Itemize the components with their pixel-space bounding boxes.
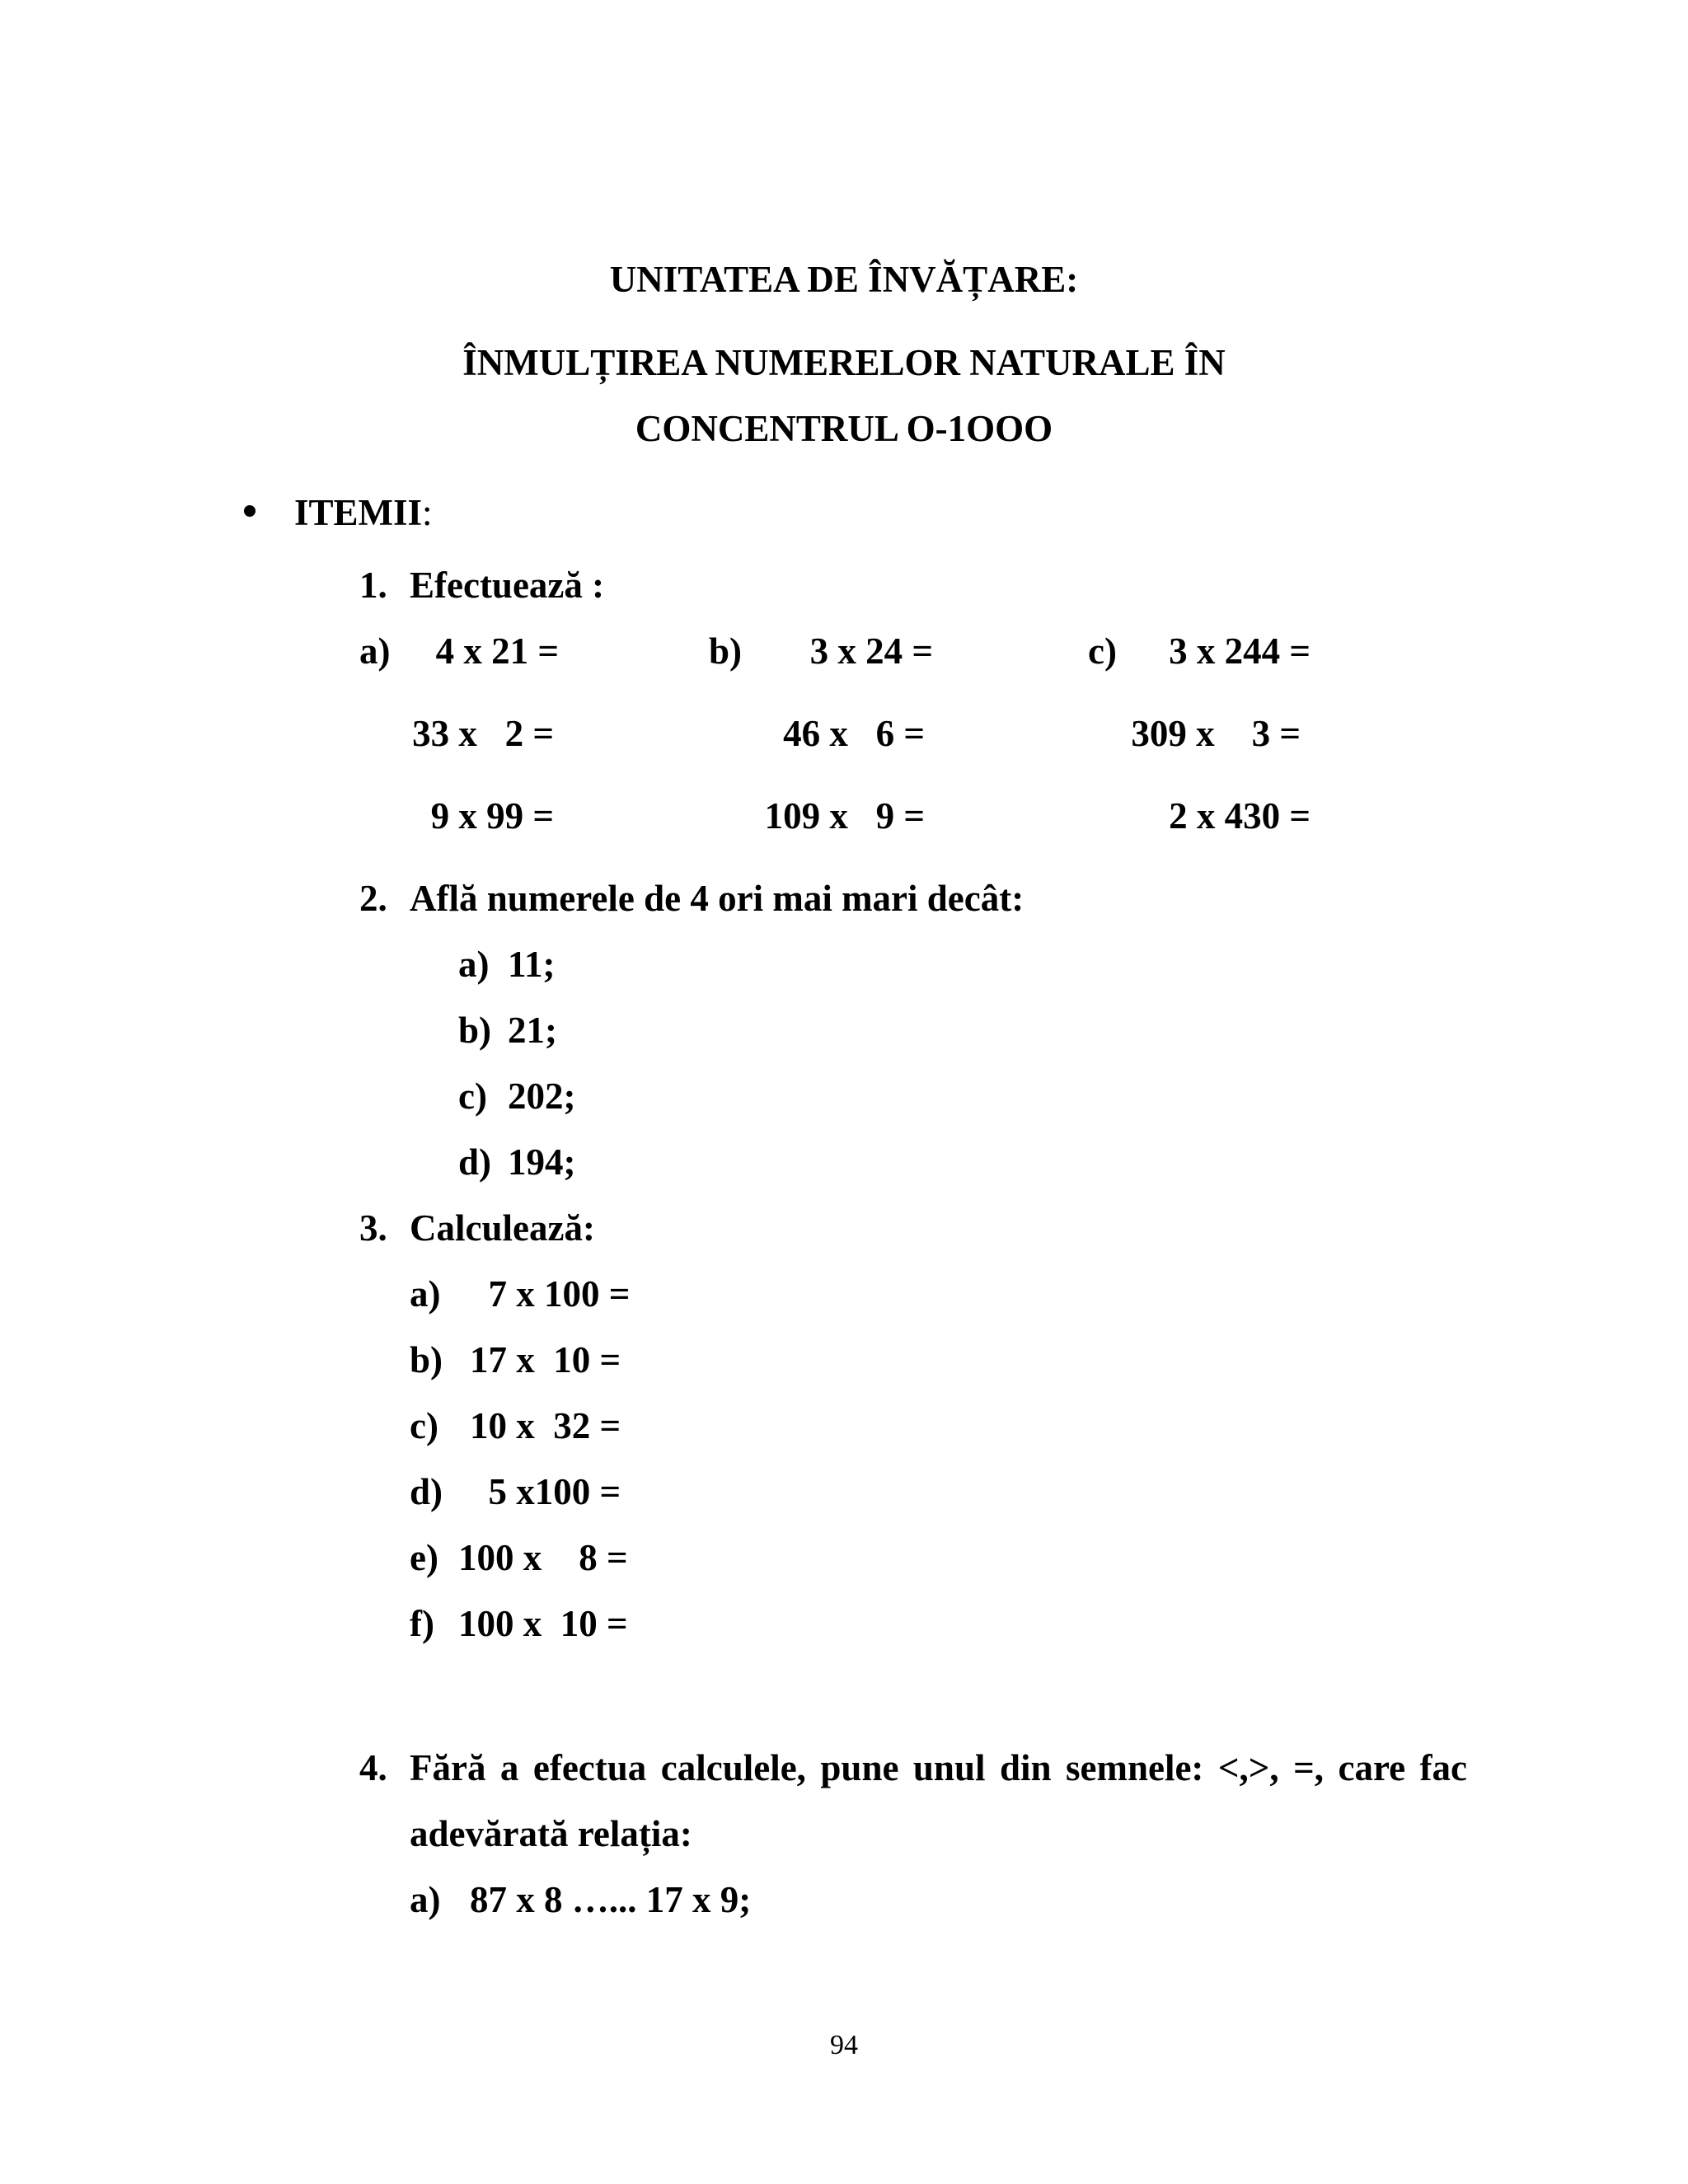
item-4-option-text: 87 x 8 …... 17 x 9; (470, 1879, 752, 1920)
item-2-option-letter: a) (458, 944, 490, 985)
item-1-col-a-letter: a) (359, 630, 391, 672)
item-4-heading-word: care (1338, 1747, 1406, 1788)
item-4-heading-word: efectua (532, 1747, 647, 1788)
item-4-heading-line-2: adevărată relația: (410, 1813, 692, 1854)
item-3-option-text: 100 x 8 = (458, 1537, 628, 1578)
item-1-a-row-1: 4 x 21 = (435, 630, 559, 672)
item-1-c-row-1: 3 x 244 = (1169, 630, 1311, 672)
item-3-option-letter: e) (410, 1537, 438, 1578)
item-1-c-row-3: 2 x 430 = (1169, 795, 1311, 837)
item-2-option-letter: b) (458, 1010, 492, 1051)
item-3-option-text: 17 x 10 = (470, 1339, 621, 1380)
item-3-option-text: 100 x 10 = (458, 1603, 628, 1644)
title-line-3: CONCENTRUL O-1OOO (635, 408, 1053, 449)
item-3-option-letter: c) (410, 1405, 438, 1446)
item-3-option-letter: d) (410, 1471, 443, 1512)
item-3-option-text: 10 x 32 = (470, 1405, 621, 1446)
title-line-2: ÎNMULȚIREA NUMERELOR NATURALE ÎN (462, 342, 1226, 383)
item-1-col-c-letter: c) (1088, 630, 1117, 672)
section-label: ITEMII (294, 492, 423, 533)
item-4-heading-word: unul (912, 1747, 986, 1788)
item-1-b-row-2: 46 x 6 = (783, 713, 925, 754)
item-4-heading-word: <,>, (1217, 1747, 1279, 1788)
item-3-option-text: 5 x100 = (470, 1471, 621, 1512)
item-4-heading-word: =, (1293, 1747, 1325, 1788)
item-1-number: 1. (359, 565, 387, 606)
item-4-heading-word: a (499, 1747, 519, 1788)
item-1-b-row-1: 3 x 24 = (809, 630, 933, 672)
section-colon: : (422, 492, 433, 533)
item-3-option-letter: b) (410, 1339, 443, 1380)
item-3-option-letter: f) (410, 1603, 434, 1644)
item-4-option-letter: a) (410, 1879, 441, 1920)
item-4-heading-line-1 (410, 1747, 1467, 1788)
item-2-option-letter: c) (458, 1076, 487, 1117)
item-1-b-row-3: 109 x 9 = (764, 795, 925, 837)
item-3-option-letter: a) (410, 1273, 441, 1315)
item-4-heading-word: pune (820, 1747, 899, 1788)
item-2-option-text: 202; (508, 1076, 576, 1117)
item-4-heading-word: semnele: (1065, 1747, 1204, 1788)
item-3-heading: Calculează: (410, 1207, 595, 1249)
item-2-number: 2. (359, 878, 387, 919)
item-2-option-text: 194; (508, 1141, 576, 1183)
item-1-a-row-3: 9 x 99 = (430, 795, 554, 837)
item-3-option-text: 7 x 100 = (470, 1273, 631, 1315)
page-number: 94 (830, 2030, 858, 2060)
item-2-option-letter: d) (458, 1141, 492, 1183)
title-line-1: UNITATEA DE ÎNVĂȚARE: (609, 259, 1079, 300)
item-4-heading-word: fac (1419, 1747, 1467, 1788)
item-2-option-text: 11; (508, 944, 556, 985)
item-3-number: 3. (359, 1207, 387, 1249)
item-4-number: 4. (359, 1747, 387, 1788)
item-1-heading: Efectuează : (410, 565, 605, 606)
bullet-icon (244, 505, 256, 517)
item-2-option-text: 21; (508, 1010, 557, 1051)
item-2-heading: Află numerele de 4 ori mai mari decât: (410, 878, 1025, 919)
section-heading (294, 494, 433, 532)
item-4-heading-word: din (999, 1747, 1052, 1788)
item-1-c-row-2: 309 x 3 = (1131, 713, 1301, 754)
item-4-heading-word: calculele, (660, 1747, 806, 1788)
item-1-a-row-2: 33 x 2 = (412, 713, 554, 754)
item-1-col-b-letter: b) (709, 630, 743, 672)
item-4-heading-word: Fără (410, 1747, 486, 1788)
